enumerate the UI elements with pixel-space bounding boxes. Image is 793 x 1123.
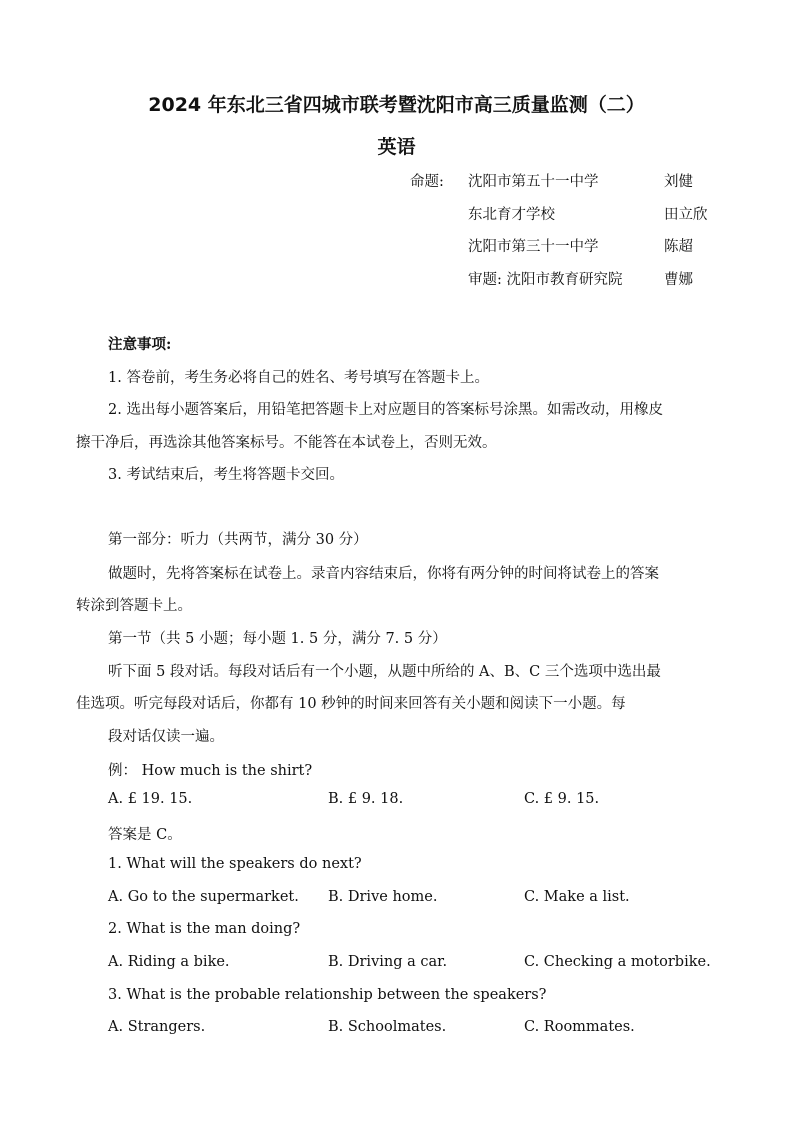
author-name: 田立欣 bbox=[664, 207, 708, 223]
notice-heading: 注意事项: bbox=[108, 336, 172, 353]
notice-item-continued: 擦干净后，再选涂其他答案标号。不能答在本试卷上，否则无效。 bbox=[76, 435, 497, 451]
reviewer-name: 曹娜 bbox=[664, 272, 693, 288]
section-instructions: 听下面 5 段对话。每段对话后有一个小题，从题中所给的 A、B、C 三个选项中选出最 bbox=[108, 664, 661, 680]
option-b: B. Schoolmates. bbox=[328, 1019, 447, 1035]
option-c: C. Make a list. bbox=[524, 889, 630, 905]
option-c: C. £ 9. 15. bbox=[524, 791, 600, 807]
option-a: A. Strangers. bbox=[108, 1019, 206, 1035]
author-school: 沈阳市第三十一中学 bbox=[468, 239, 599, 255]
compose-label: 命题: bbox=[410, 174, 444, 190]
option-b: B. Driving a car. bbox=[328, 954, 448, 970]
option-b: B. £ 9. 18. bbox=[328, 791, 404, 807]
author-school: 东北育才学校 bbox=[468, 207, 555, 223]
author-name: 陈超 bbox=[664, 239, 693, 255]
example-answer: 答案是 C。 bbox=[108, 827, 182, 843]
section-instructions-continued: 佳选项。听完每段对话后，你都有 10 秒钟的时间来回答有关小题和阅读下一小题。每 bbox=[76, 696, 626, 712]
option-a: A. £ 19. 15. bbox=[108, 791, 193, 807]
author-school: 沈阳市第五十一中学 bbox=[468, 174, 599, 190]
part-intro-continued: 转涂到答题卡上。 bbox=[76, 598, 192, 614]
question-stem: 3. What is the probable relationship between the speakers? bbox=[108, 987, 547, 1003]
exam-title: 2024 年东北三省四城市联考暨沈阳市高三质量监测（二） bbox=[148, 94, 645, 116]
notice-item: 2. 选出每小题答案后，用铅笔把答题卡上对应题目的答案标号涂黑。如需改动，用橡皮 bbox=[108, 402, 663, 418]
author-name: 刘健 bbox=[664, 174, 693, 190]
example-question: 例： How much is the shirt? bbox=[108, 763, 313, 779]
option-b: B. Drive home. bbox=[328, 889, 438, 905]
option-c: C. Roommates. bbox=[524, 1019, 635, 1035]
option-a: A. Riding a bike. bbox=[108, 954, 230, 970]
question-stem: 2. What is the man doing? bbox=[108, 921, 301, 937]
section-instructions-continued: 段对话仅读一遍。 bbox=[108, 729, 224, 745]
part-intro: 做题时，先将答案标在试卷上。录音内容结束后，你将有两分钟的时间将试卷上的答案 bbox=[108, 566, 659, 582]
notice-item: 3. 考试结束后，考生将答题卡交回。 bbox=[108, 467, 344, 483]
notice-item: 1. 答卷前，考生务必将自己的姓名、考号填写在答题卡上。 bbox=[108, 370, 489, 386]
part-heading: 第一部分：听力（共两节，满分 30 分） bbox=[108, 532, 368, 548]
section-heading: 第一节（共 5 小题；每小题 1. 5 分，满分 7. 5 分） bbox=[108, 631, 447, 647]
reviewer-school: 审题: 沈阳市教育研究院 bbox=[468, 272, 623, 288]
option-a: A. Go to the supermarket. bbox=[108, 889, 299, 905]
question-stem: 1. What will the speakers do next? bbox=[108, 856, 362, 872]
option-c: C. Checking a motorbike. bbox=[524, 954, 711, 970]
subject-title: 英语 bbox=[377, 136, 416, 158]
